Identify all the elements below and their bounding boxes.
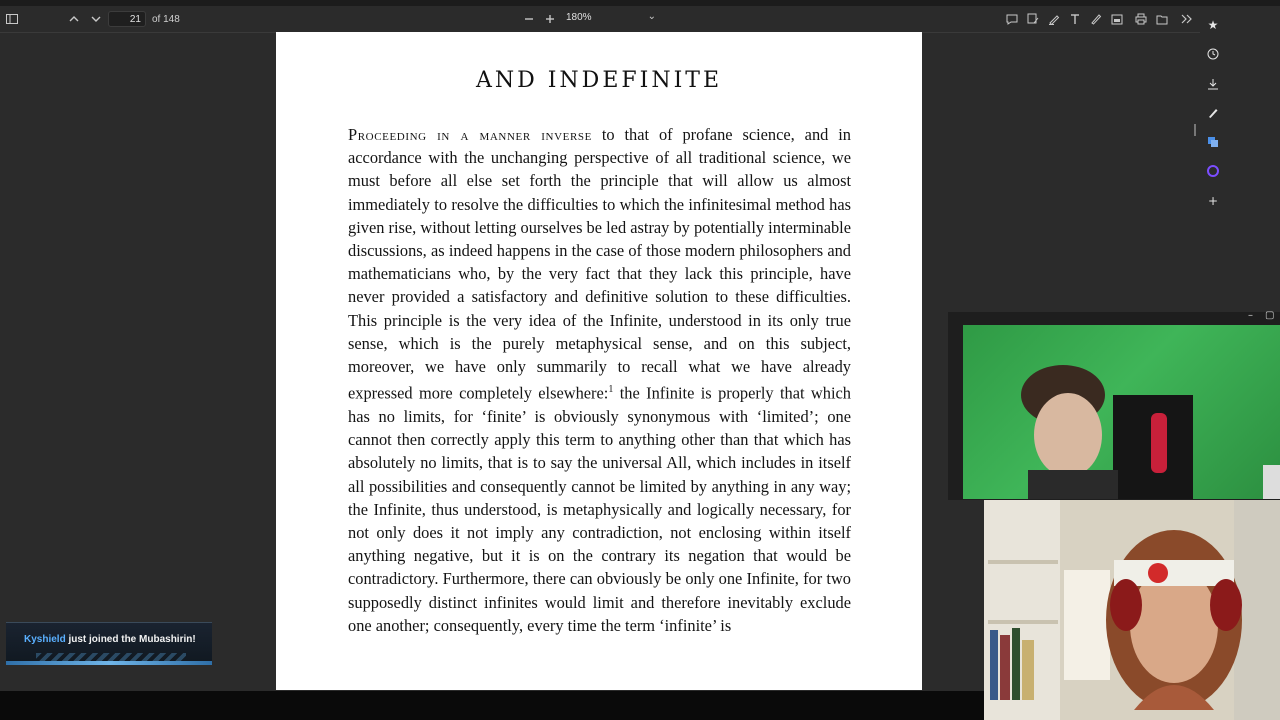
body-text-part-2: the Infinite is properly that which has no limits, for ‘finite’ is obviously synonymous with ‘limited’; one cannot then correctly apply this term to anything other than that which has absolutely no limits, that is to say the universal All, which includes in itself all possibilities and consequently cannot be limited by anything in any way; the Infinite, thus understood, is metaphysically and logically necessary, for not only does it not imply any contradiction, not enclosing within itself anything negative, but it is on the contrary its negation that would be contradictory. Furthermore, there can obviously be only one Infinite, for two supposedly distinct infinites would limit and therefore inevitably exclude one another; consequently, every time the term ‘infinite’ is [348, 383, 851, 635]
chapter-title: AND INDEFINITE [475, 68, 723, 93]
body-text-part-1: to that of profane science, and in accordance with the unchanging perspective of all traditional science, we must before all else set forth the principle that will allow us almost immediately to resolve the difficulties to which the infinitesimal method has given rise, without letting ourselves be led astray by potentially interminable discussions, as indeed happens in the case of those modern philosophers and mathematicians who, by the very fact that they lack this principle, have never provided a satisfactory and definitive solution to these difficulties. This principle is the very idea of the Infinite, understood in its only true sense, which is the purely metaphysical sense, and on this subject, moreover, we have only summarily to recall what we have already expressed more completely elsewhere: [348, 125, 851, 403]
webcam-overlay-1 [948, 312, 1280, 500]
footnote-marker[interactable]: 1 [608, 384, 614, 396]
webcam-feed-2 [984, 500, 1280, 720]
pdf-page [276, 32, 922, 690]
print-icon[interactable] [1132, 10, 1150, 28]
more-tools-icon[interactable] [1178, 10, 1196, 28]
page-number-input[interactable] [108, 11, 146, 27]
zoom-select[interactable] [562, 11, 662, 27]
chevron-up-icon[interactable] [65, 10, 83, 28]
scrollbar-thumb[interactable] [1194, 124, 1196, 136]
image-icon[interactable] [1108, 10, 1126, 28]
text-icon[interactable] [1066, 10, 1084, 28]
plus-icon[interactable] [541, 10, 559, 28]
notification-bar [6, 661, 212, 665]
notification-username: Kyshield [24, 634, 66, 645]
pencil-icon[interactable] [1204, 104, 1222, 122]
follow-notification [6, 622, 212, 665]
page-body-text [348, 123, 851, 637]
side-panel-gutter [1226, 6, 1280, 312]
save-icon[interactable] [1153, 10, 1171, 28]
browser-side-panel [1200, 6, 1226, 316]
translate-icon[interactable] [1204, 133, 1222, 151]
bottom-bar [0, 691, 984, 720]
lead-in-text: Proceeding in a manner inverse [348, 125, 592, 144]
zoom-value: 180% [566, 12, 592, 23]
pdf-toolbar [0, 6, 1200, 33]
minimize-icon[interactable]: – [1248, 310, 1253, 321]
highlight-icon[interactable] [1045, 10, 1063, 28]
maximize-icon[interactable]: ▢ [1265, 310, 1275, 321]
download-icon[interactable] [1204, 75, 1222, 93]
comment-icon[interactable] [1003, 10, 1021, 28]
star-icon[interactable]: ★ [1207, 18, 1219, 32]
chevron-down-icon: ⌄ [647, 11, 656, 22]
notification-message: just joined the Mubashirin! [65, 634, 196, 645]
chevron-down-icon[interactable] [87, 10, 105, 28]
extension-icon[interactable] [1204, 162, 1222, 180]
history-icon[interactable] [1204, 45, 1222, 63]
notification-decoration [36, 653, 186, 661]
sidebar-toggle-icon[interactable] [3, 10, 21, 28]
webcam-feed-1 [963, 325, 1280, 499]
page-count: of 148 [152, 14, 180, 25]
draw-icon[interactable] [1024, 10, 1042, 28]
notification-text [24, 634, 196, 645]
pen-icon[interactable] [1087, 10, 1105, 28]
webcam-titlebar [948, 312, 1280, 324]
add-icon[interactable]: + [1207, 194, 1219, 208]
minus-icon[interactable] [520, 10, 538, 28]
